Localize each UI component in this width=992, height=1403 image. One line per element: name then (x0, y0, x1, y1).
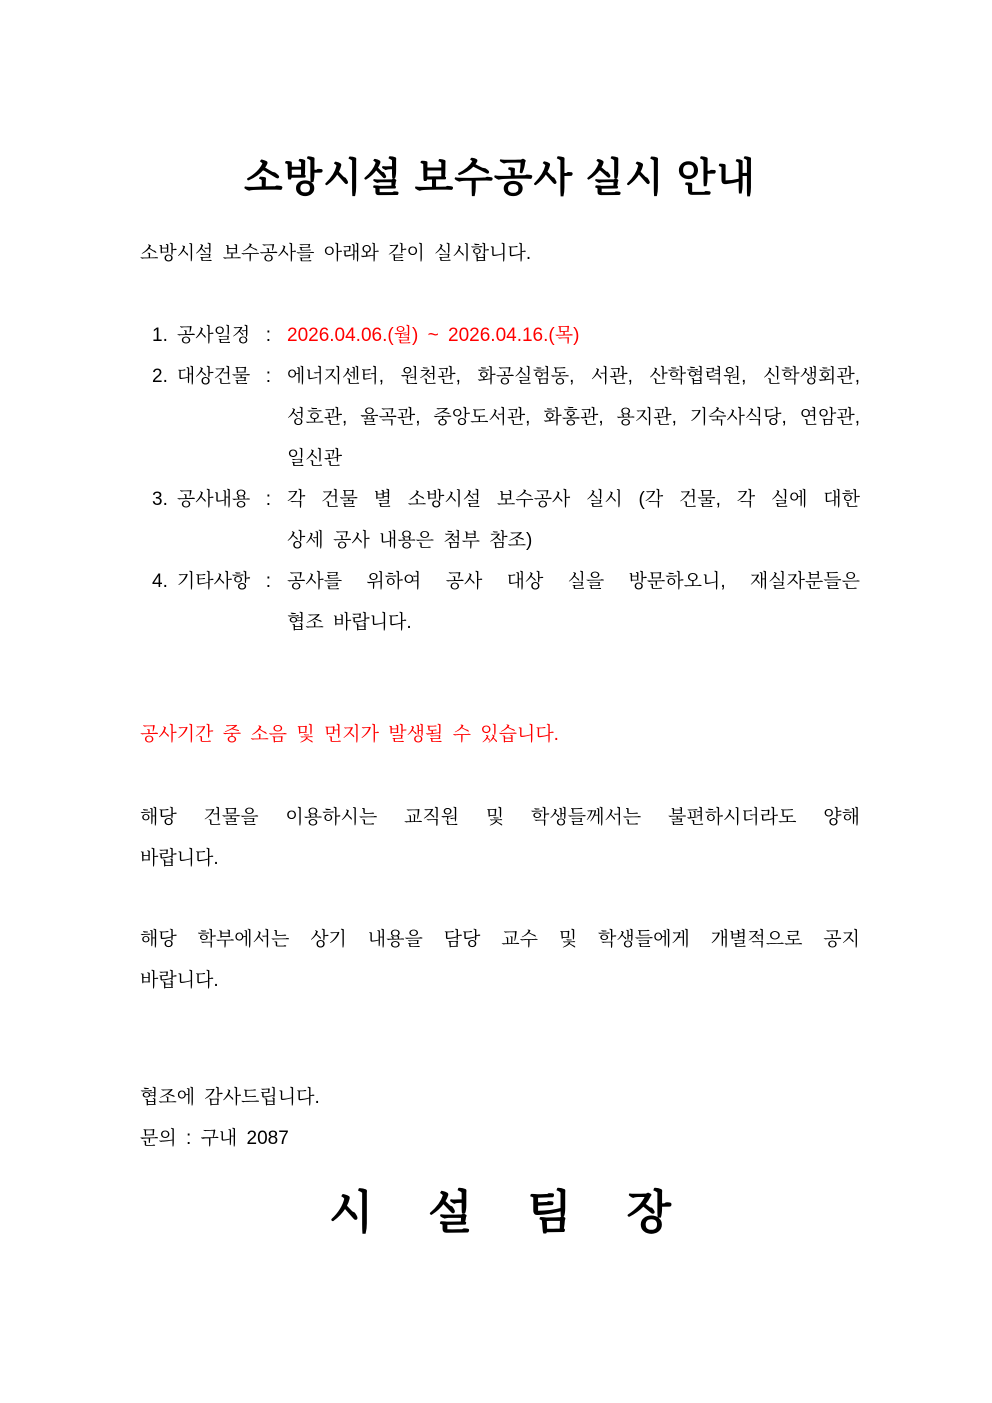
item-number: 2. (152, 366, 168, 387)
item-number: 4. (152, 571, 168, 592)
paragraph-building-users (140, 797, 860, 879)
item-head-schedule (140, 315, 287, 356)
intro-text: 소방시설 보수공사를 아래와 같이 실시합니다. (140, 243, 532, 264)
item-number: 1. (152, 325, 168, 346)
item-colon: : (265, 489, 271, 510)
list-item-other (140, 561, 860, 643)
work-details-line-2: 상세 공사 내용은 첨부 참조) (287, 530, 533, 551)
item-label-buildings: 대상건물 (176, 366, 251, 387)
signature-facility-team-leader: 시 설 팀 장 (328, 1186, 672, 1238)
list-item-buildings (140, 356, 860, 479)
item-head-other (140, 561, 287, 602)
thanks-line: 협조에 감사드립니다. (140, 1087, 320, 1108)
building-list-line-1: 에너지센터, 원천관, 화공실험동, 서관, 산학협력원, 신학생회관, (287, 366, 860, 387)
item-body-schedule (287, 315, 860, 356)
paragraph-department-notice (140, 919, 860, 1001)
item-colon: : (265, 325, 271, 346)
item-colon: : (265, 571, 271, 592)
other-note-line-1: 공사를 위하여 공사 대상 실을 방문하오니, 재실자분들은 (287, 571, 860, 592)
paragraph-department-notice-line-2: 바랍니다. (140, 970, 219, 991)
building-list-line-3: 일신관 (287, 448, 343, 469)
work-details-line-1: 각 건물 별 소방시설 보수공사 실시 (각 건물, 각 실에 대한 (287, 489, 860, 510)
item-number: 3. (152, 489, 168, 510)
notice-list (140, 315, 860, 643)
item-colon: : (265, 366, 271, 387)
item-label-schedule: 공사일정 (176, 325, 251, 346)
item-body-buildings (287, 356, 860, 479)
building-list-line-2: 성호관, 율곡관, 중앙도서관, 화홍관, 용지관, 기숙사식당, 연암관, (287, 407, 860, 428)
paragraph-department-notice-line-1: 해당 학부에서는 상기 내용을 담당 교수 및 학생들에게 개별적으로 공지 (140, 929, 860, 950)
paragraph-building-users-line-1: 해당 건물을 이용하시는 교직원 및 학생들께서는 불편하시더라도 양해 (140, 807, 860, 828)
paragraph-building-users-line-2: 바랍니다. (140, 848, 219, 869)
item-head-work-details (140, 479, 287, 520)
construction-dates: 2026.04.06.(월) ~ 2026.04.16.(목) (287, 325, 580, 346)
item-head-buildings (140, 356, 287, 397)
document-title: 소방시설 보수공사 실시 안내 (243, 156, 757, 200)
item-body-work-details (287, 479, 860, 561)
noise-dust-warning: 공사기간 중 소음 및 먼지가 발생될 수 있습니다. (140, 724, 559, 745)
item-label-work-details: 공사내용 (176, 489, 251, 510)
item-body-other (287, 561, 860, 643)
other-note-line-2: 협조 바랍니다. (287, 612, 412, 633)
list-item-schedule (140, 315, 860, 356)
item-label-other: 기타사항 (176, 571, 251, 592)
list-item-work-details (140, 479, 860, 561)
contact-line: 문의 : 구내 2087 (140, 1128, 289, 1149)
